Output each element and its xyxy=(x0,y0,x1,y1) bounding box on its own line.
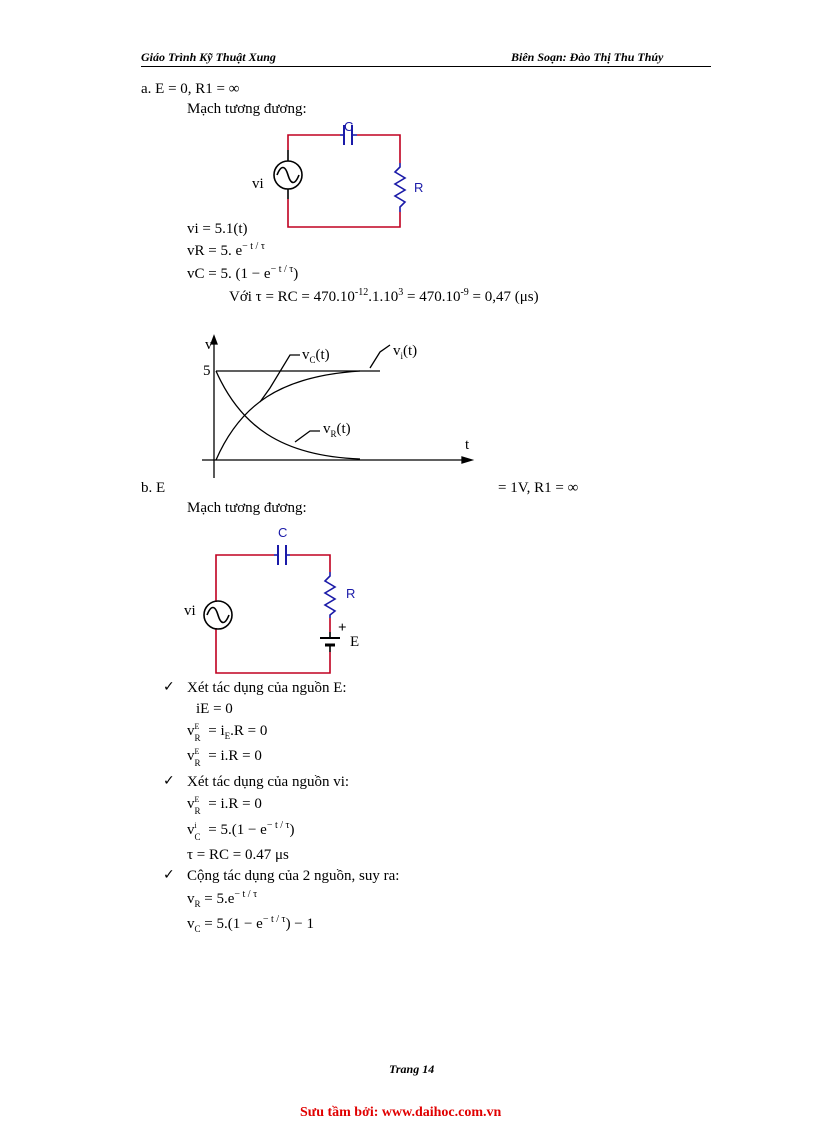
tau-g: = 0,47 (μs) xyxy=(468,289,539,305)
bullet-1-line-2 xyxy=(187,722,268,743)
circuit-b xyxy=(190,540,370,685)
circuit-b-e-label: E xyxy=(350,634,360,650)
footer-source xyxy=(300,1105,501,1121)
b2-l1-sub: R xyxy=(194,806,201,816)
vi-end: (t) xyxy=(403,343,418,359)
b2-l2-sub: C xyxy=(194,832,201,842)
section-a-title: a. E = 0, R1 = ∞ xyxy=(141,81,240,97)
circuit-b-c-label: C xyxy=(278,525,288,540)
section-b-title-right: = 1V, R1 = ∞ xyxy=(498,480,579,496)
section-b-equiv-label: Mạch tương đương: xyxy=(187,500,307,516)
b1-l2-sup: E xyxy=(194,722,200,731)
b1-l3b: = i.R = 0 xyxy=(204,748,262,764)
bullet-3-line-2 xyxy=(187,915,314,933)
circuit-a-r-label: R xyxy=(414,180,424,195)
bullet-3-line-1 xyxy=(187,890,257,908)
b3-l2c: ) − 1 xyxy=(285,916,315,932)
b2-l2b: = 5.(1 − e xyxy=(204,822,267,838)
b1-l3-sup: E xyxy=(194,747,200,756)
tau-d: 3 xyxy=(398,287,404,298)
tau-e: = 470.10 xyxy=(403,289,461,305)
b1-l2-sub: R xyxy=(194,733,201,743)
eq-tau xyxy=(229,288,539,306)
circuit-a-c-label: C xyxy=(344,119,354,134)
eq-vr xyxy=(187,242,265,260)
footer-source-label: Sưu tầm bởi: xyxy=(300,1105,382,1120)
tau-c: .1.10 xyxy=(368,289,399,305)
b3-l2a: v xyxy=(187,916,195,932)
b3-l1b: = 5.e xyxy=(200,891,235,907)
bullet-2-line-2 xyxy=(187,820,295,842)
b2-l1a: v xyxy=(187,796,195,812)
eq2-exp: − t / τ xyxy=(242,241,265,252)
vr-end: (t) xyxy=(336,421,351,437)
b2-l2c: ) xyxy=(289,822,295,838)
bullet-1-line-3 xyxy=(187,747,262,768)
b1-l2b: = i xyxy=(204,723,225,739)
bullet-2-text: Xét tác dụng của nguồn vi: xyxy=(187,774,350,790)
header-right: Biên Soạn: Đào Thị Thu Thúy xyxy=(511,50,664,64)
response-graph xyxy=(180,330,490,480)
bullet-1-line-1: iE = 0 xyxy=(196,701,233,717)
eq3-exp: − t / τ xyxy=(270,264,294,275)
b3-l2-exp: − t / τ xyxy=(262,914,286,925)
bullet-2-line-1 xyxy=(187,795,262,816)
vi-sub: i xyxy=(400,351,404,361)
graph-vr-label xyxy=(323,420,351,438)
b3-l2b: = 5.(1 − e xyxy=(200,916,263,932)
vc-label: v xyxy=(302,347,310,363)
b2-l1-sup: E xyxy=(194,795,200,804)
circuit-a xyxy=(240,115,440,235)
vc-end: (t) xyxy=(315,347,330,363)
b3-l1-sub: R xyxy=(194,899,201,909)
b2-l2-sup: i xyxy=(194,821,197,830)
bullet-2-line-3: τ = RC = 0.47 μs xyxy=(187,847,289,863)
circuit-b-r-label: R xyxy=(346,586,356,601)
check-icon: ✓ xyxy=(163,773,175,789)
b3-l1-exp: − t / τ xyxy=(234,889,258,900)
b2-l2a: v xyxy=(187,822,195,838)
header-rule xyxy=(141,66,711,67)
tau-a: Với τ = RC = 470.10 xyxy=(229,289,355,305)
eq-vi: vi = 5.1(t) xyxy=(187,221,248,237)
footer-source-link[interactable]: www.daihoc.com.vn xyxy=(381,1105,502,1120)
circuit-b-vi-label: vi xyxy=(184,603,196,619)
check-icon: ✓ xyxy=(163,679,175,695)
b1-l3a: v xyxy=(187,748,195,764)
section-b-title-left: b. E xyxy=(141,480,166,496)
eq3-end: ) xyxy=(293,266,299,282)
vr-label: v xyxy=(323,421,331,437)
circuit-b-plus-label: + xyxy=(338,620,347,636)
b1-l3-sub: R xyxy=(194,758,201,768)
eq3-base: vC = 5. (1 − e xyxy=(187,266,271,282)
bullet-3-text: Cộng tác dụng của 2 nguồn, suy ra: xyxy=(187,868,400,884)
header-left: Giáo Trình Kỹ Thuật Xung xyxy=(141,50,276,64)
b2-l1b: = i.R = 0 xyxy=(204,796,262,812)
tau-f: -9 xyxy=(460,287,469,298)
circuit-a-vi-label: vi xyxy=(252,176,264,192)
b2-l2-exp: − t / τ xyxy=(266,820,290,831)
bullet-1-text: Xét tác dụng của nguồn E: xyxy=(187,680,347,696)
page-number: Trang 14 xyxy=(389,1062,435,1076)
graph-y-label: v xyxy=(205,337,213,353)
graph-vi-label xyxy=(393,342,417,360)
eq2-base: vR = 5. e xyxy=(187,243,243,259)
graph-x-label: t xyxy=(465,437,470,453)
b3-l1a: v xyxy=(187,891,195,907)
b3-l2-sub: C xyxy=(194,924,201,934)
tau-b: -12 xyxy=(354,287,369,298)
b1-l2a: v xyxy=(187,723,195,739)
b1-l2c: .R = 0 xyxy=(230,723,268,739)
b1-l2-sub2: E xyxy=(224,731,231,741)
check-icon: ✓ xyxy=(163,867,175,883)
graph-five-label: 5 xyxy=(203,363,211,379)
vr-sub: R xyxy=(330,429,337,439)
section-a-equiv-label: Mạch tương đương: xyxy=(187,101,307,117)
vc-sub: C xyxy=(309,355,316,365)
eq-vc xyxy=(187,265,298,283)
graph-vc-label xyxy=(302,346,330,364)
vi-label: v xyxy=(393,343,401,359)
